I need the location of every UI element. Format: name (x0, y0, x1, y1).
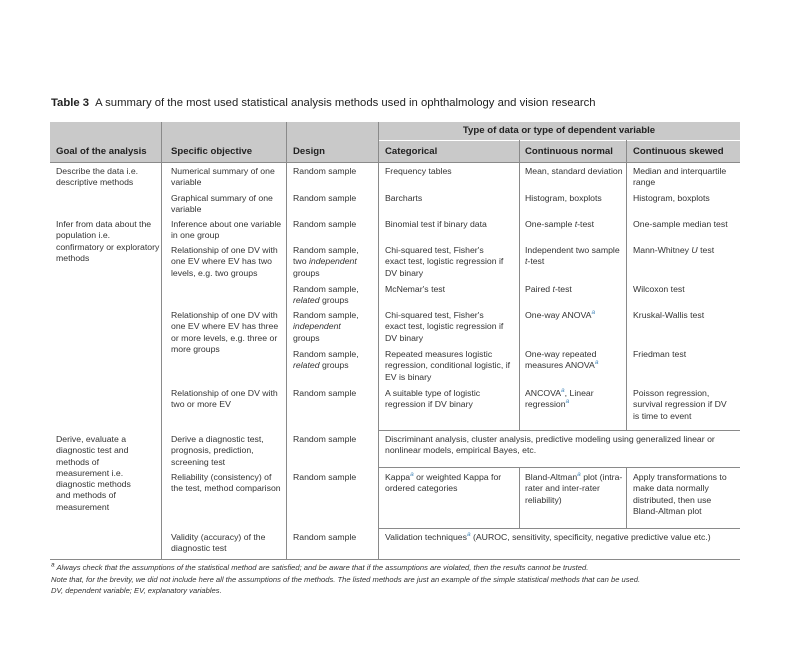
objective-two-levels: Relationship of one DV with one EV where EV has two levels, e.g. two groups (171, 245, 278, 278)
skewed-cell: One-sample median test (633, 219, 728, 229)
grid-line (519, 467, 520, 528)
table-caption (51, 97, 596, 109)
col-cont-normal: Continuous normal (525, 146, 613, 157)
design-cell: Random sample, related groups (293, 284, 359, 306)
skewed-cell: Apply transformations to make data normally distributed, then use Bland-Altman plot (633, 472, 727, 516)
objective-reliability: Reliability (consistency) of the test, method comparison (171, 472, 281, 494)
design-cell: Random sample (293, 434, 357, 444)
normal-cell: One-way repeated measures ANOVA$^a$ (525, 349, 599, 371)
footnote-marker: a (51, 561, 55, 569)
grid-line (378, 467, 740, 468)
goal-infer: Infer from data about the population i.e. confirmatory or exploratory methods (56, 219, 160, 263)
categorical-cell: Chi-squared test, Fisher's exact test, logistic regression if DV binary (385, 245, 504, 278)
footnote-marker: a (466, 531, 471, 539)
table-title: A summary of the most used statistical analysis methods used in ophthalmology and vision research (95, 97, 596, 109)
normal-cell: One-way ANOVA$^a$ (525, 309, 596, 320)
design-cell: Random sample (293, 472, 357, 482)
footnote-a: a Always check that the assumptions of the statistical method are satisfied; and be aware that if the assumptions are violated, then the results cannot be trusted. (51, 561, 589, 572)
grid-line (161, 122, 162, 559)
objective-numerical: Numerical summary of one variable (171, 166, 275, 188)
footnote-marker: a (577, 471, 581, 479)
skewed-cell: Mann-Whitney U test (633, 245, 715, 255)
footnote-marker: a (561, 387, 565, 395)
normal-cell: Mean, standard deviation (525, 166, 623, 176)
design-cell: Random sample (293, 193, 357, 203)
grid-line (286, 122, 287, 559)
skewed-cell: Kruskal-Wallis test (633, 310, 705, 320)
footnote-b: Note that, for the brevity, we did not include here all the assumptions of the methods. The listed methods are just an example of the simple statistical methods that can be used. (51, 575, 641, 584)
design-cell: Random sample, two independent groups (293, 245, 359, 278)
grid-line (50, 559, 740, 560)
categorical-cell: Chi-squared test, Fisher's exact test, logistic regression if DV binary (385, 310, 504, 343)
footnote-marker: a (565, 398, 570, 406)
objective-two-or-more: Relationship of one DV with two or more EV (171, 388, 278, 410)
categorical-cell: A suitable type of logistic regression if DV binary (385, 388, 481, 410)
categorical-cell: Frequency tables (385, 166, 452, 176)
categorical-cell: McNemar's test (385, 284, 446, 294)
skewed-cell: Poisson regression, survival regression if DV is time to event (633, 388, 727, 421)
normal-cell: Paired t-test (525, 284, 572, 294)
categorical-cell: Binomial test if binary data (385, 219, 487, 229)
footnote-c: DV, dependent variable; EV, explanatory variables. (51, 586, 222, 595)
goal-derive: Derive, evaluate a diagnostic test and methods of measurement i.e. diagnostic methods and methods of measurement (56, 434, 131, 512)
grid-line (378, 528, 740, 529)
table-label: Table 3 (51, 97, 90, 109)
footnote-marker: a (410, 471, 414, 479)
objective-derive: Derive a diagnostic test, prognosis, prediction, screening test (171, 434, 264, 467)
validation-span: Validation techniques$^a$ (AUROC, sensitivity, specificity, negative predictive value etc.) (385, 531, 711, 542)
normal-cell: Bland-Altman$^a$ plot (intra-rater and inter-rater reliability) (525, 471, 623, 505)
design-cell: Random sample, independent groups (293, 310, 359, 343)
discriminant-span: Discriminant analysis, cluster analysis, predictive modeling using generalized linear or nonlinear models, empirical Bayes, etc. (385, 434, 715, 456)
design-cell: Random sample (293, 532, 357, 542)
skewed-cell: Wilcoxon test (633, 284, 685, 294)
normal-cell: Independent two sample t-test (525, 245, 620, 267)
categorical-cell: Kappa$^a$ or weighted Kappa for ordered categories (385, 471, 502, 494)
footnote-marker: a (594, 359, 599, 367)
grid-line (378, 430, 740, 431)
skewed-cell: Median and interquartile range (633, 166, 727, 188)
normal-cell: Histogram, boxplots (525, 193, 602, 203)
col-cont-skewed: Continuous skewed (633, 146, 724, 157)
header-divider (378, 140, 740, 141)
objective-validity: Validity (accuracy) of the diagnostic test (171, 532, 266, 554)
skewed-cell: Friedman test (633, 349, 687, 359)
objective-inference: Inference about one variable in one group (171, 219, 282, 241)
categorical-cell: Repeated measures logistic regression, conditional logistic, if EV is binary (385, 349, 511, 382)
design-cell: Random sample (293, 166, 357, 176)
grid-line (378, 122, 379, 559)
skewed-cell: Histogram, boxplots (633, 193, 710, 203)
design-cell: Random sample (293, 388, 357, 398)
grid-line (519, 140, 520, 430)
col-categorical: Categorical (385, 146, 438, 157)
categorical-cell: Barcharts (385, 193, 423, 203)
col-design: Design (293, 146, 325, 157)
normal-cell: One-sample t-test (525, 219, 595, 229)
header-group: Type of data or type of dependent variable (462, 125, 656, 136)
col-goal: Goal of the analysis (56, 146, 147, 157)
grid-line (626, 140, 627, 430)
goal-describe: Describe the data i.e. descriptive methods (56, 166, 139, 188)
col-objective: Specific objective (171, 146, 253, 157)
normal-cell: ANCOVA$^a$, Linear regression$^a$ (525, 387, 594, 410)
grid-line (50, 162, 740, 163)
footnote-marker: a (591, 309, 596, 317)
objective-three-levels: Relationship of one DV with one EV where EV has three or more levels, e.g. three or more groups (171, 310, 279, 354)
grid-line (626, 467, 627, 528)
design-cell: Random sample, related groups (293, 349, 359, 371)
design-cell: Random sample (293, 219, 357, 229)
objective-graphical: Graphical summary of one variable (171, 193, 273, 215)
